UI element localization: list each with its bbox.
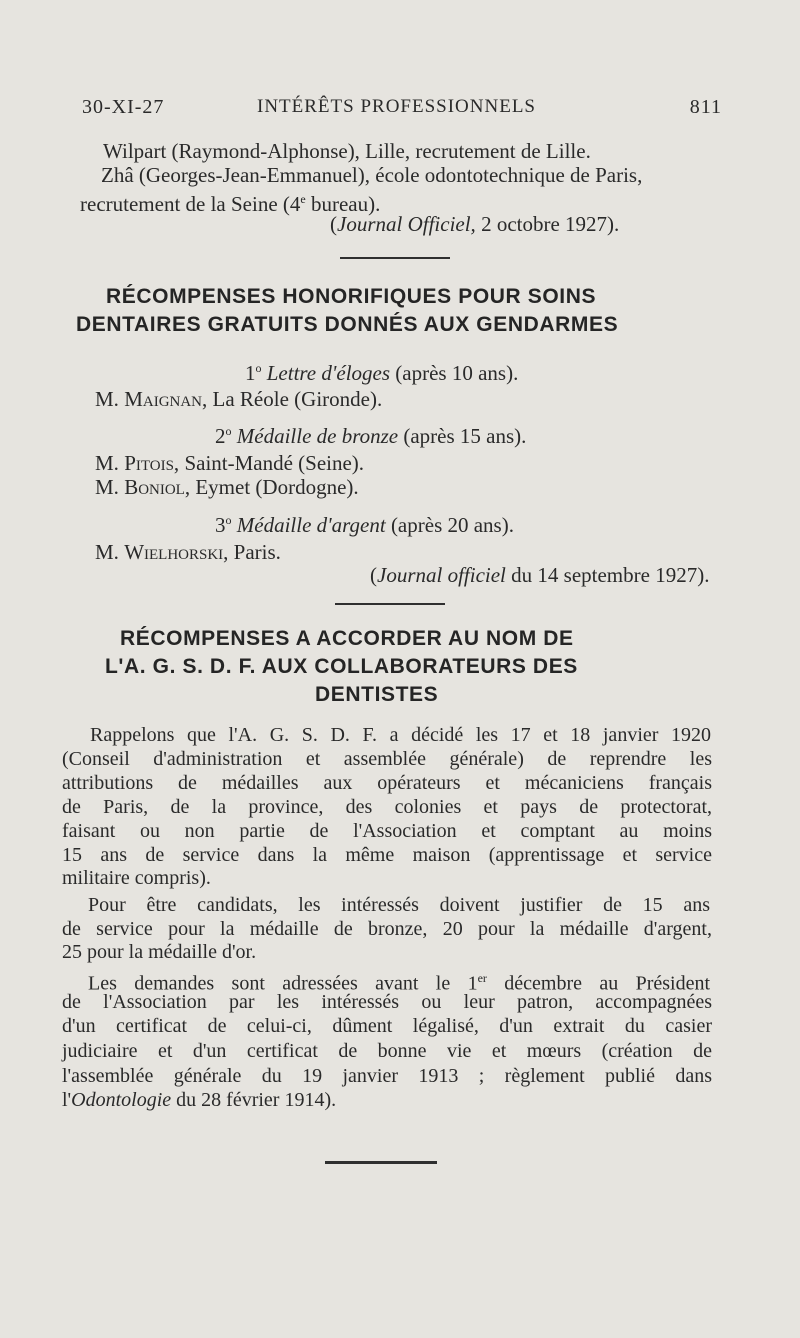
header-date: 30-XI-27 [82,96,165,118]
paragraph-line: attributions de médailles aux opérateurs et mécaniciens français [62,772,712,794]
section2-title-line1: RÉCOMPENSES A ACCORDER AU NOM DE [120,627,574,650]
header-title: INTÉRÊTS PROFESSIONNELS [257,96,536,117]
section1-title-line2: DENTAIRES GRATUITS DONNÉS AUX GENDARMES [76,313,619,336]
category-2: 2$^o$ Médaille de bronze (après 15 ans). [215,424,527,448]
recipient-wielhorski: M. Wielhorski, Paris. [95,540,281,564]
paragraph-line: de service pour la médaille de bronze, 20 pour la médaille d'argent, [62,918,712,940]
top-line-3: recrutement de la Seine (4e bureau). [80,192,381,216]
paragraph-line: l'Odontologie du 28 février 1914). [62,1089,337,1111]
paragraph-line: de l'Association par les intéressés ou leur patron, accompagnées [62,991,712,1013]
paragraph-line: militaire compris). [62,867,211,889]
divider-rule [335,603,445,605]
category-3: 3$^o$ Médaille d'argent (après 20 ans). [215,513,514,537]
category-1: 1$^o$ Lettre d'éloges (après 10 ans). [245,361,519,385]
divider-rule [340,257,450,259]
top-source: (Journal Officiel, 2 octobre 1927). [330,212,620,236]
paragraph-line: de Paris, de la province, des colonies et pays de protectorat, [62,796,712,818]
paragraph-line: 25 pour la médaille d'or. [62,941,257,963]
page-number: 811 [689,96,722,118]
section1-title-line1: RÉCOMPENSES HONORIFIQUES POUR SOINS [106,285,597,308]
paragraph-line: d'un certificat de celui-ci, dûment légalisé, d'un extrait du casier [62,1015,712,1037]
recipient-boniol: M. Boniol, Eymet (Dordogne). [95,475,359,499]
top-line-1: Wilpart (Raymond-Alphonse), Lille, recrutement de Lille. [103,139,591,163]
recipient-pitois: M. Pitois, Saint-Mandé (Seine). [95,451,365,475]
running-header [82,96,722,126]
paragraph-line: Rappelons que l'A. G. S. D. F. a décidé les 17 et 18 janvier 1920 [90,724,711,746]
paragraph-line: (Conseil d'administration et assemblée générale) de reprendre les [62,748,712,770]
paragraph-line: judiciaire et d'un certificat de bonne vie et mœurs (création de [62,1040,712,1062]
recipient-maignan: M. Maignan, La Réole (Gironde). [95,387,383,411]
paragraph-line: 15 ans de service dans la même maison (apprentissage et service [62,844,712,866]
paragraph-line: l'assemblée générale du 19 janvier 1913 ; règlement publié dans [62,1065,712,1087]
end-rule [325,1161,437,1164]
section2-title-line3: DENTISTES [315,683,439,706]
paragraph-line: faisant ou non partie de l'Association et comptant au moins [62,820,712,842]
paragraph-line: Les demandes sont adressées avant le 1er décembre au Président [88,971,710,995]
top-line-2: Zhâ (Georges-Jean-Emmanuel), école odontotechnique de Paris, [101,163,643,187]
section2-title-line2: L'A. G. S. D. F. AUX COLLABORATEURS DES [105,655,578,678]
paragraph-line: Pour être candidats, les intéressés doivent justifier de 15 ans [88,894,710,916]
section1-source: (Journal officiel du 14 septembre 1927). [370,563,710,587]
